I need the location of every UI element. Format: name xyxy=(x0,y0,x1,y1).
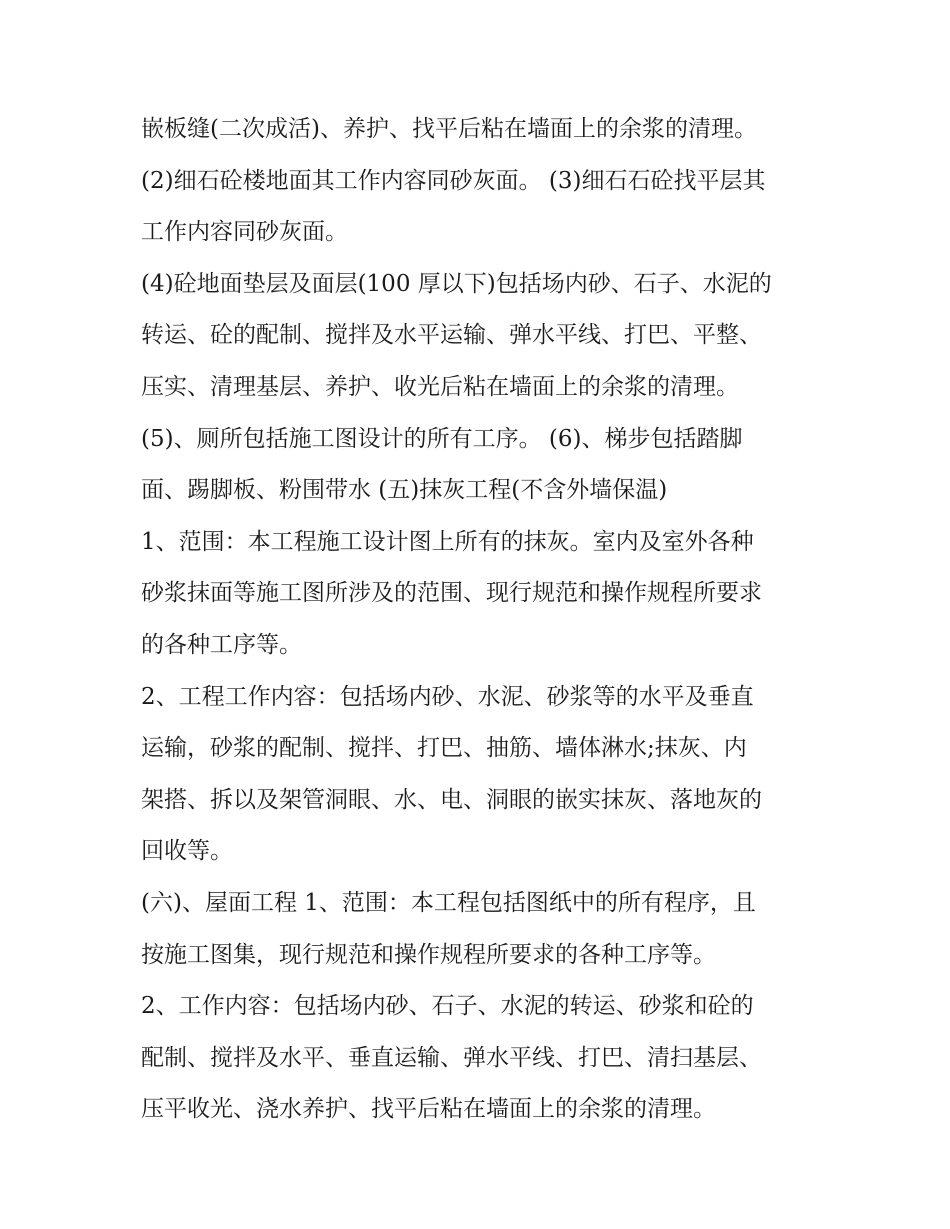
text-line: 转运、砼的配制、搅拌及水平运输、弹水平线、打巴、平整、 xyxy=(141,322,762,349)
text-line: 的各种工序等。 xyxy=(141,631,302,658)
text-line: (2)细石砼楼地面其工作内容同砂灰面。 (3)细石石砼找平层其 xyxy=(141,167,766,194)
text-line: 压平收光、浇水养护、找平后粘在墙面上的余浆的清理。 xyxy=(141,1096,716,1123)
text-line: 2、工作内容：包括场内砂、石子、水泥的转运、砂浆和砼的 xyxy=(141,993,754,1020)
text-line: (5)、厕所包括施工图设计的所有工序。 (6)、梯步包括踏脚 xyxy=(141,425,743,452)
text-line: 2、工程工作内容：包括场内砂、水泥、砂浆等的水平及垂直 xyxy=(141,683,754,710)
text-line: 1、范围：本工程施工设计图上所有的抹灰。室内及室外各种 xyxy=(141,528,754,555)
text-line: 按施工图集，现行规范和操作规程所要求的各种工序等。 xyxy=(141,941,716,968)
text-line: 配制、搅拌及水平、垂直运输、弹水平线、打巴、清扫基层、 xyxy=(141,1044,762,1071)
body-text xyxy=(141,104,821,1136)
text-line: 回收等。 xyxy=(141,838,233,865)
text-line: 工作内容同砂灰面。 xyxy=(141,219,348,246)
text-line: (六)、屋面工程 1、范围：本工程包括图纸中的所有程序，且 xyxy=(141,889,756,916)
text-line: 砂浆抹面等施工图所涉及的范围、现行规范和操作规程所要求 xyxy=(141,580,762,607)
text-line: 面、踢脚板、粉围带水 (五)抹灰工程(不含外墙保温) xyxy=(141,477,668,504)
text-line: 压实、清理基层、养护、收光后粘在墙面上的余浆的清理。 xyxy=(141,373,739,400)
text-line: 架搭、拆以及架管洞眼、水、电、洞眼的嵌实抹灰、落地灰的 xyxy=(141,786,762,813)
text-line: 嵌板缝(二次成活)、养护、找平后粘在墙面上的余浆的清理。 xyxy=(141,116,757,142)
text-line: (4)砼地面垫层及面层(100 厚以下)包括场内砂、石子、水泥的 xyxy=(141,270,772,297)
text-line: 运输，砂浆的配制、搅拌、打巴、抽筋、墙体淋水;抹灰、内 xyxy=(141,735,747,762)
